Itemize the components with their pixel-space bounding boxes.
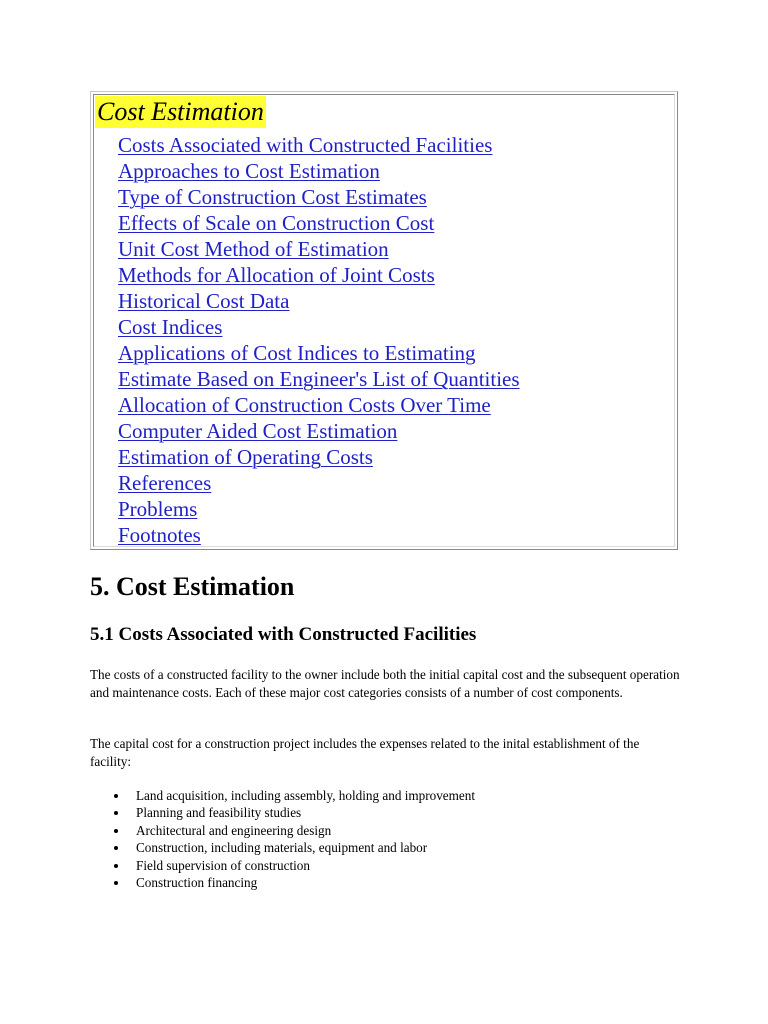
toc-link-costs-associated[interactable]: Costs Associated with Constructed Facilities: [118, 133, 493, 157]
bullet-icon: [114, 794, 118, 798]
toc-link-list: [118, 132, 520, 548]
section-heading: 5.1 Costs Associated with Constructed Facilities: [90, 624, 477, 645]
table-of-contents-box: [90, 91, 678, 550]
toc-link-approaches[interactable]: Approaches to Cost Estimation: [118, 159, 380, 183]
bullet-icon: [114, 811, 118, 815]
list-item: [118, 236, 520, 262]
body-paragraph-capital-cost: The capital cost for a construction project includes the expenses related to the inital establishment of the facility:: [90, 736, 640, 769]
bullet-text: Field supervision of construction: [136, 857, 310, 873]
list-item: [118, 184, 520, 210]
body-paragraph-costs: The costs of a constructed facility to the owner include both the initial capital cost and the subsequent operation and maintenance costs. Each of these major cost categories consists of a number of cost components.: [90, 667, 680, 700]
list-item: [118, 392, 520, 418]
bullet-text: Construction, including materials, equipment and labor: [136, 840, 428, 856]
capital-cost-bullet-list: [90, 787, 475, 891]
toc-link-problems[interactable]: Problems: [118, 497, 198, 521]
list-item: [118, 262, 520, 288]
list-item: [90, 874, 475, 891]
toc-link-footnotes[interactable]: Footnotes: [118, 523, 201, 547]
list-item: [118, 522, 520, 548]
list-item: [118, 158, 520, 184]
bullet-icon: [114, 829, 118, 833]
list-item: [118, 288, 520, 314]
list-item: [118, 418, 520, 444]
bullet-icon: [114, 864, 118, 868]
bullet-text: Land acquisition, including assembly, holding and improvement: [136, 788, 476, 803]
chapter-heading: 5. Cost Estimation: [90, 572, 295, 601]
list-item: [90, 787, 475, 804]
list-item: [90, 857, 475, 874]
toc-link-operating-costs[interactable]: Estimation of Operating Costs: [118, 445, 373, 469]
toc-link-joint-costs[interactable]: Methods for Allocation of Joint Costs: [118, 263, 435, 287]
toc-link-unit-cost-method[interactable]: Unit Cost Method of Estimation: [118, 237, 389, 261]
list-item: [118, 314, 520, 340]
toc-link-computer-aided[interactable]: Computer Aided Cost Estimation: [118, 419, 398, 443]
bullet-icon: [114, 846, 118, 850]
list-item: [118, 496, 520, 522]
toc-link-type-of-estimates[interactable]: Type of Construction Cost Estimates: [118, 185, 427, 209]
list-item: [118, 340, 520, 366]
bullet-text: Planning and feasibility studies: [136, 805, 302, 821]
list-item: [118, 132, 520, 158]
list-item: [90, 804, 475, 821]
bullet-text: Architectural and engineering design: [136, 822, 332, 838]
list-item: [118, 470, 520, 496]
bullet-icon: [114, 881, 118, 885]
list-item: [90, 839, 475, 856]
toc-link-effects-of-scale[interactable]: Effects of Scale on Construction Cost: [118, 211, 435, 235]
toc-link-engineers-list[interactable]: Estimate Based on Engineer's List of Quantities: [118, 367, 520, 391]
toc-link-historical-cost-data[interactable]: Historical Cost Data: [118, 289, 290, 313]
bullet-text: Construction financing: [136, 874, 258, 890]
list-item: [90, 822, 475, 839]
toc-link-references[interactable]: References: [118, 471, 212, 495]
list-item: [118, 210, 520, 236]
toc-link-allocation-over-time[interactable]: Allocation of Construction Costs Over Time: [118, 393, 491, 417]
list-item: [118, 366, 520, 392]
toc-link-cost-indices[interactable]: Cost Indices: [118, 315, 223, 339]
toc-link-applications-of-indices[interactable]: Applications of Cost Indices to Estimating: [118, 341, 476, 365]
toc-title: Cost Estimation: [97, 97, 264, 126]
list-item: [118, 444, 520, 470]
